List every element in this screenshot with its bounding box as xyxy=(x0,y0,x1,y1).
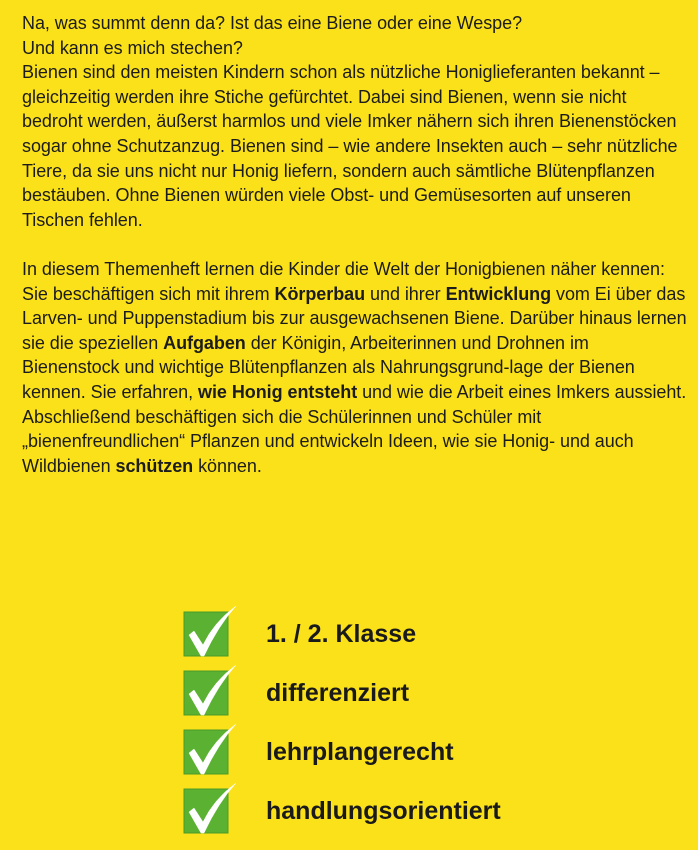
checked-box-icon xyxy=(184,789,228,833)
feature-checklist xyxy=(182,606,642,842)
keyword-aufgaben: Aufgaben xyxy=(163,332,246,353)
text-span: können. xyxy=(193,455,262,476)
checklist-label: 1. / 2. Klasse xyxy=(266,620,417,648)
text-span: und wie die Arbeit eines Imkers aussieht. xyxy=(357,381,687,402)
keyword-honig: wie Honig entsteht xyxy=(198,381,358,402)
intro-question-line-1: Na, was summt denn da? Ist das eine Biene oder eine Wespe? xyxy=(22,13,523,33)
checklist-label: handlungsorientiert xyxy=(266,797,501,825)
intro-paragraph: Bienen sind den meisten Kindern schon als nützliche Honiglieferanten bekannt – gleichzeitig werden ihre Stiche gefürchtet. Dabei sind Bienen, wenn sie nicht bedroht werden, äußerst harmlos und viele Imker nähern sich ihren Bienenstöcken sogar ohne Schutzanzug. Bienen sind – wie andere Insekten auch – sehr nützliche Tiere, da sie uns nicht nur Honig liefern, sondern auch sämtliche Blütenpflanzen bestäuben. Ohne Bienen würden viele Obst- und Gemüsesorten auf unseren Tischen fehlen. xyxy=(22,62,678,230)
keyword-schuetzen: schützen xyxy=(115,455,194,476)
content-paragraph xyxy=(22,257,690,405)
intro-question-line-2: Und kann es mich stechen? xyxy=(22,37,243,58)
checklist-item xyxy=(182,783,642,841)
checked-box-icon xyxy=(184,671,228,715)
text-span: In diesem Themenheft lernen die Kinder die Welt der Honigbienen näher kennen: Sie beschäftigen sich mit ihrem xyxy=(22,258,665,304)
checked-box-icon xyxy=(184,612,228,656)
checklist-item xyxy=(182,665,642,723)
checklist-label: lehrplangerecht xyxy=(266,738,454,766)
checked-box-icon xyxy=(184,730,228,774)
checklist-item xyxy=(182,724,642,782)
text-span: und ihrer xyxy=(365,283,446,304)
checklist-label: differenziert xyxy=(266,679,410,707)
keyword-entwicklung: Entwicklung xyxy=(445,283,552,304)
text-span: vom Ei über das Larven- und Puppenstadium bis zur ausgewachsenen Biene. Darüber hinaus lernen sie die speziellen xyxy=(22,283,687,353)
checklist-item xyxy=(182,606,642,664)
description-text xyxy=(22,11,690,478)
text-span: Abschließend beschäftigen sich die Schülerinnen und Schüler mit „bienenfreundlichen“ Pflanzen und entwickeln Ideen, wie sie Honig- und auch Wildbienen xyxy=(22,406,634,476)
closing-paragraph xyxy=(22,405,690,479)
keyword-koerperbau: Körperbau xyxy=(274,283,366,304)
text-span: der Königin, Arbeiterinnen und Drohnen im Bienenstock und wichtige Blütenpflanzen als Nahrungsgrund-lage der Bienen kennen. Sie erfahren, xyxy=(22,332,635,402)
